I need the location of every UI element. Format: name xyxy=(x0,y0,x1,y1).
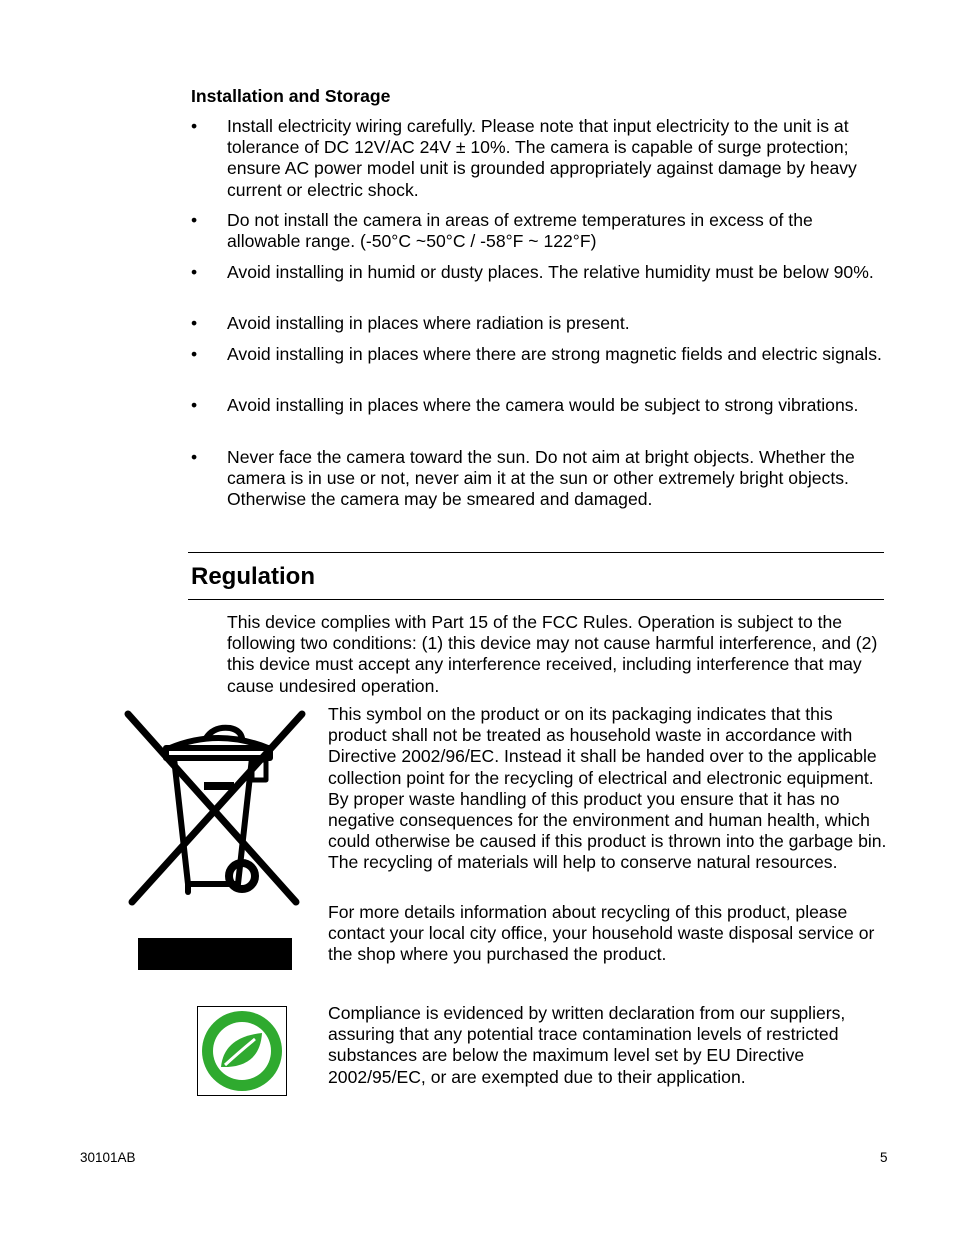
crossed-out-wheeled-bin-icon xyxy=(118,706,310,976)
fcc-statement: This device complies with Part 15 of the FCC Rules. Operation is subject to the following two conditions: (1) this device may not cause harmful interference, and (2) this device must accept any interference received, including interference that may cause undesired operation. xyxy=(227,612,878,696)
bullet-glyph: • xyxy=(191,447,198,467)
bullet-glyph: • xyxy=(191,262,198,282)
section-rule-top xyxy=(188,552,884,553)
document-number: 30101AB xyxy=(80,1150,136,1165)
bullet-glyph: • xyxy=(191,210,198,230)
installation-item: Avoid installing in places where radiation is present. xyxy=(227,313,630,333)
bullet-glyph: • xyxy=(191,395,198,415)
installation-item: Do not install the camera in areas of extreme temperatures in excess of the allowable range. (-50°C ~50°C / -58°F ~ 122°F) xyxy=(227,210,813,252)
installation-heading: Installation and Storage xyxy=(191,86,391,106)
recycling-details: For more details information about recycling of this product, please contact your local city office, your household waste disposal service or the shop where you purchased the product. xyxy=(328,902,875,965)
installation-item: Avoid installing in places where the camera would be subject to strong vibrations. xyxy=(227,395,859,415)
installation-item: Avoid installing in places where there are strong magnetic fields and electric signals. xyxy=(227,344,882,364)
installation-item: Avoid installing in humid or dusty places. The relative humidity must be below 90%. xyxy=(227,262,874,282)
installation-item: Never face the camera toward the sun. Do not aim at bright objects. Whether the camera is in use or not, never aim it at the sun or other extremely bright objects. Otherwise the camera may be smeared and damaged. xyxy=(227,447,855,510)
installation-item: Install electricity wiring carefully. Please note that input electricity to the unit is at tolerance of DC 12V/AC 24V ± 10%. The camera is capable of surge protection; ensure AC power model unit is grounded appropriately against damage by heavy current or electric shock. xyxy=(227,116,857,200)
weee-statement: This symbol on the product or on its packaging indicates that this product shall not be treated as household waste in accordance with Directive 2002/96/EC. Instead it shall be handed over to the applicable collection point for the recycling of electrical and electronic equipment. By proper waste handling of this product you ensure that it has no negative consequences for the environment and human health, which could otherwise be caused if this product is thrown into the garbage bin. The recycling of materials will help to conserve natural resources. xyxy=(328,704,887,873)
regulation-heading: Regulation xyxy=(191,563,315,590)
bullet-glyph: • xyxy=(191,313,198,333)
bullet-glyph: • xyxy=(191,344,198,364)
page-number: 5 xyxy=(880,1150,888,1165)
green-leaf-icon xyxy=(197,1006,287,1096)
rohs-statement: Compliance is evidenced by written declaration from our suppliers, assuring that any potential trace contamination levels of restricted substances are below the maximum level set by EU Directive 2002/95/EC, or are exempted due to their application. xyxy=(328,1003,846,1087)
bullet-glyph: • xyxy=(191,116,198,136)
section-rule-bottom xyxy=(188,599,884,600)
